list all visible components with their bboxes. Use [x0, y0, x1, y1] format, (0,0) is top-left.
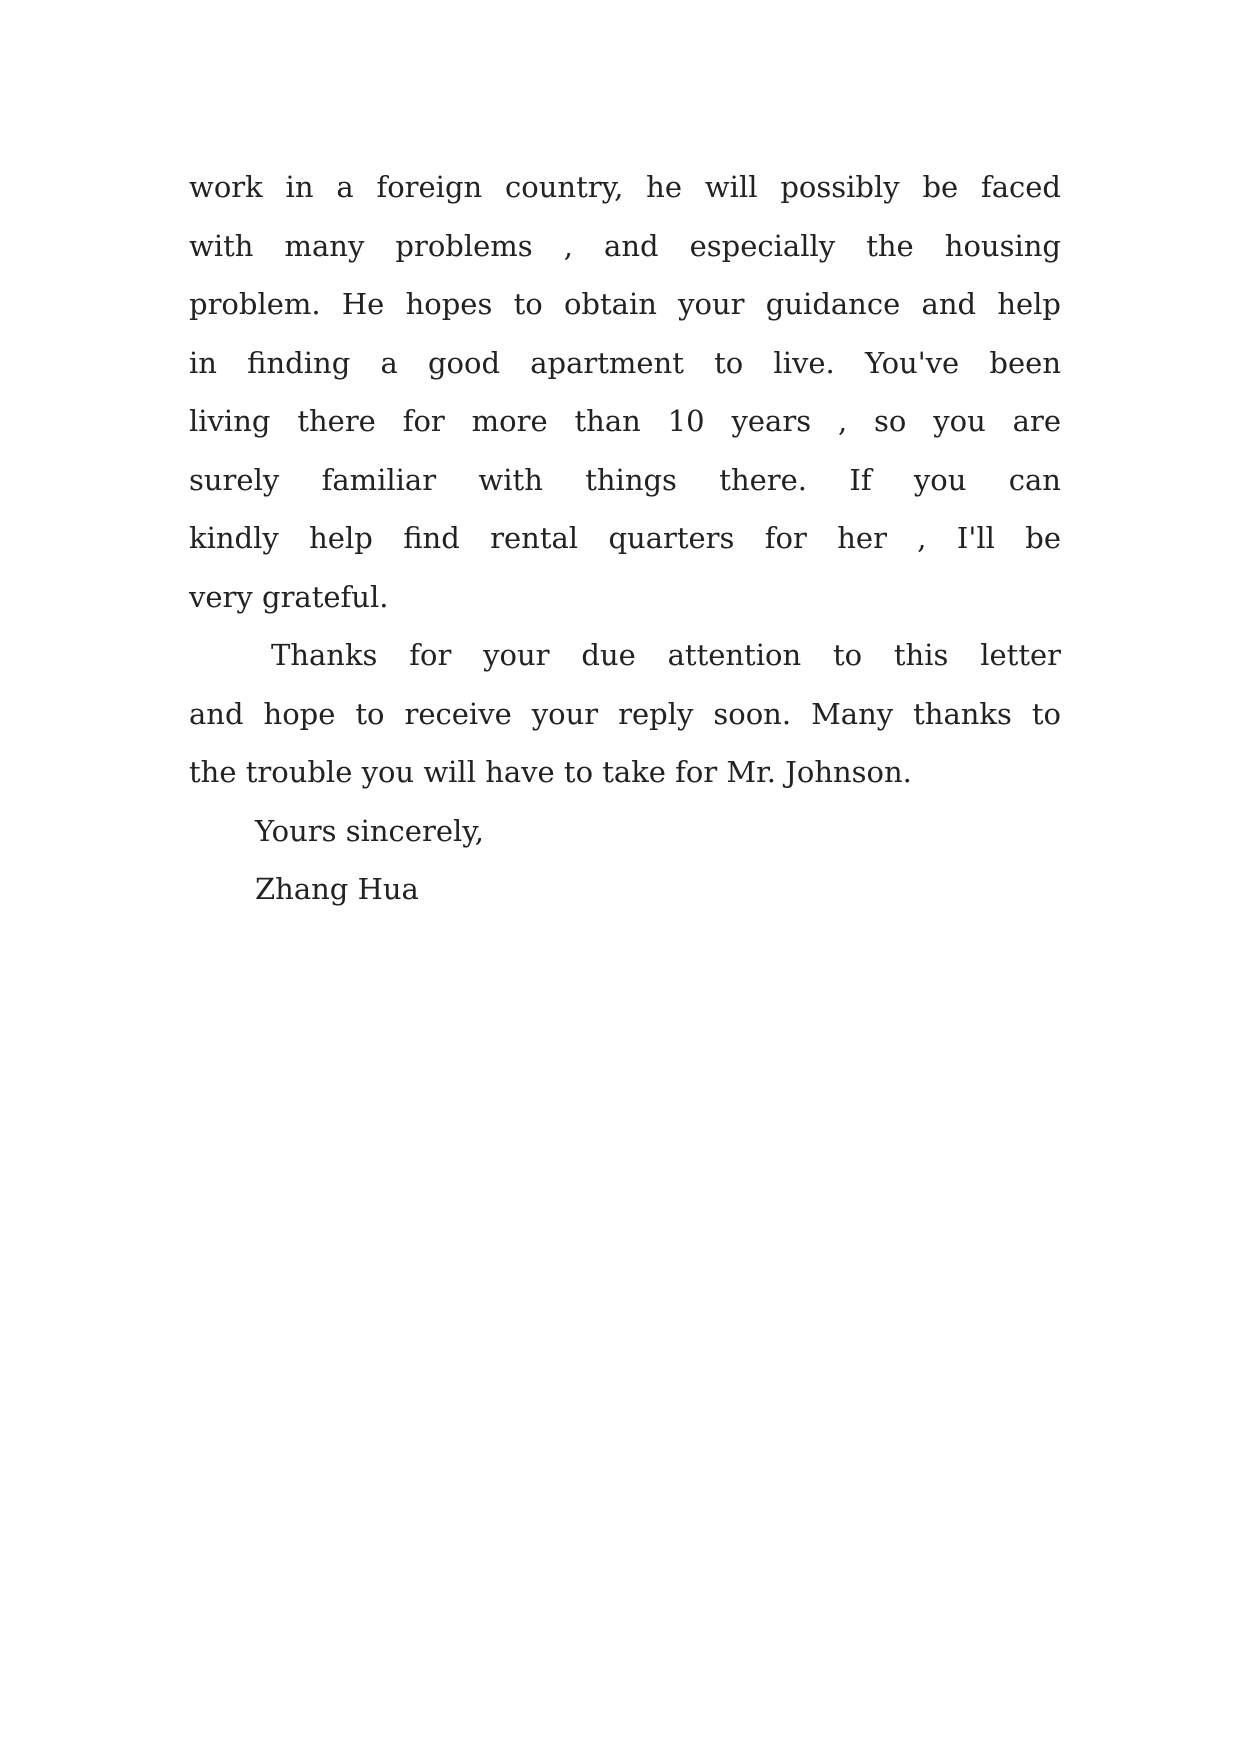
text-line: the trouble you will have to take for Mr. Johnson.: [189, 755, 912, 789]
paragraph-thanks: [189, 626, 1061, 802]
text-line: in finding a good apartment to live. You've been: [189, 345, 1061, 380]
text-line: Thanks for your due attention to this letter: [271, 638, 1061, 672]
text-line: surely familiar with things there. If you can: [189, 462, 1061, 497]
paragraph-housing-request: [189, 158, 1061, 626]
letter-body: [189, 158, 1061, 919]
closing-salutation: Yours sincerely,: [255, 813, 485, 848]
text-line: problem. He hopes to obtain your guidance and help: [189, 287, 1061, 321]
text-line: with many problems , and especially the housing: [189, 228, 1061, 263]
text-line: living there for more than 10 years , so you are: [189, 404, 1061, 438]
text-line: and hope to receive your reply soon. Many thanks to: [189, 696, 1061, 731]
text-line: kindly help find rental quarters for her , I'll be: [189, 521, 1061, 555]
signature: Zhang Hua: [255, 872, 419, 906]
text-line: work in a foreign country, he will possibly be faced: [189, 170, 1061, 204]
text-line: very grateful.: [189, 579, 389, 614]
